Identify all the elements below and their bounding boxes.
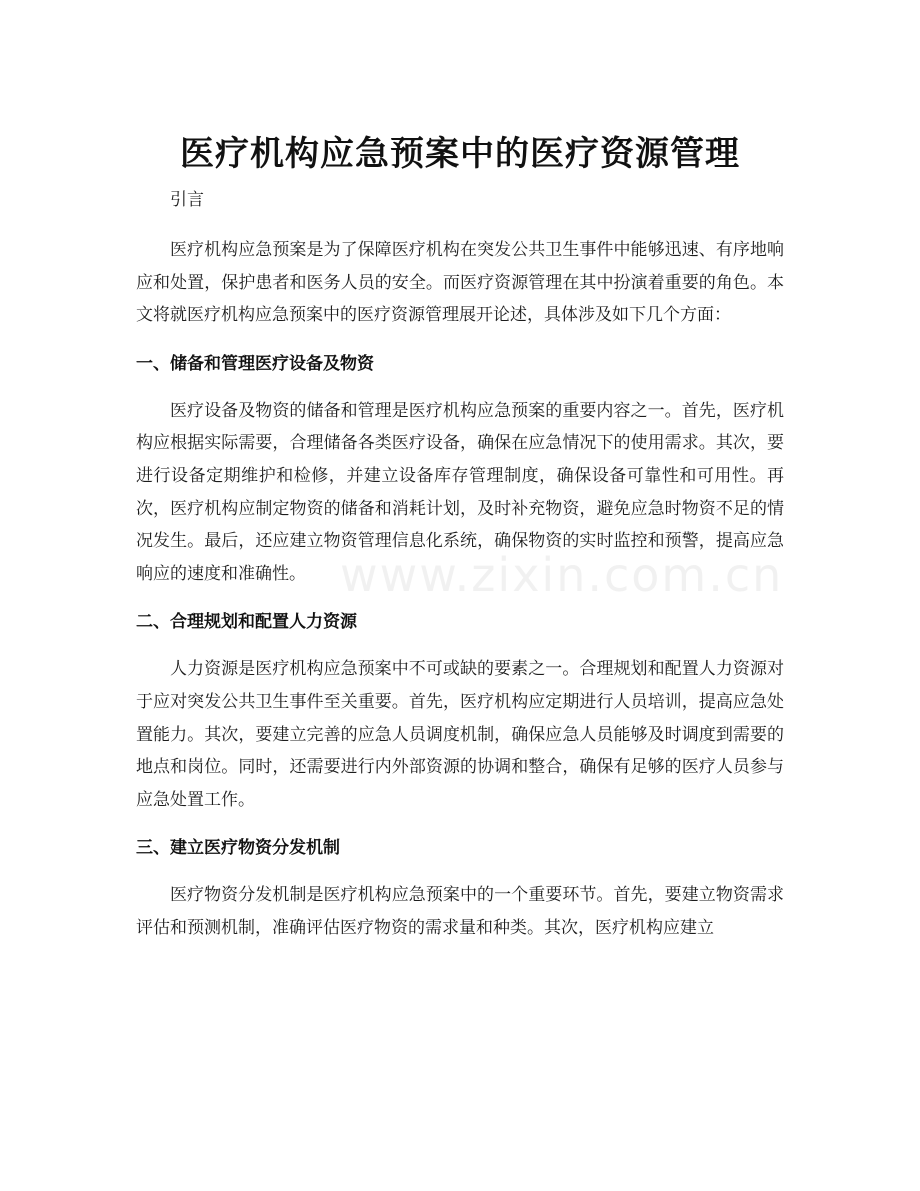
document-body (136, 184, 784, 945)
section-paragraph-2: 人力资源是医疗机构应急预案中不可或缺的要素之一。合理规划和配置人力资源对于应对突发公共卫生事件至关重要。首先，医疗机构应定期进行人员培训，提高应急处置能力。其次，要建立完善的应急人员调度机制，确保应急人员能够及时调度到需要的地点和岗位。同时，还需要进行内外部资源的协调和整合，确保有足够的医疗人员参与应急处置工作。 (136, 659, 784, 810)
section-paragraph-3: 医疗物资分发机制是医疗机构应急预案中的一个重要环节。首先，要建立物资需求评估和预测机制，准确评估医疗物资的需求量和种类。其次，医疗机构应建立 (136, 885, 784, 938)
intro-label: 引言 (170, 190, 204, 210)
section-heading-1: 一、储备和管理医疗设备及物资 (136, 353, 374, 374)
page-title: 医疗机构应急预案中的医疗资源管理 (180, 133, 740, 174)
section-paragraph-1: 医疗设备及物资的储备和管理是医疗机构应急预案的重要内容之一。首先，医疗机构应根据实际需要，合理储备各类医疗设备，确保在应急情况下的使用需求。其次，要进行设备定期维护和检修，并建立设备库存管理制度，确保设备可靠性和可用性。再次，医疗机构应制定物资的储备和消耗计划，及时补充物资，避免应急时物资不足的情况发生。最后，还应建立物资管理信息化系统，确保物资的实时监控和预警，提高应急响应的速度和准确性。 (136, 400, 784, 584)
watermark: www.zixin.com.cn (340, 548, 784, 602)
section-heading-3: 三、建立医疗物资分发机制 (136, 838, 340, 859)
intro-paragraph: 医疗机构应急预案是为了保障医疗机构在突发公共卫生事件中能够迅速、有序地响应和处置，保护患者和医务人员的安全。而医疗资源管理在其中扮演着重要的角色。本文将就医疗机构应急预案中的医疗资源管理展开论述，具体涉及如下几个方面： (136, 240, 784, 326)
section-heading-2: 二、合理规划和配置人力资源 (136, 612, 357, 633)
